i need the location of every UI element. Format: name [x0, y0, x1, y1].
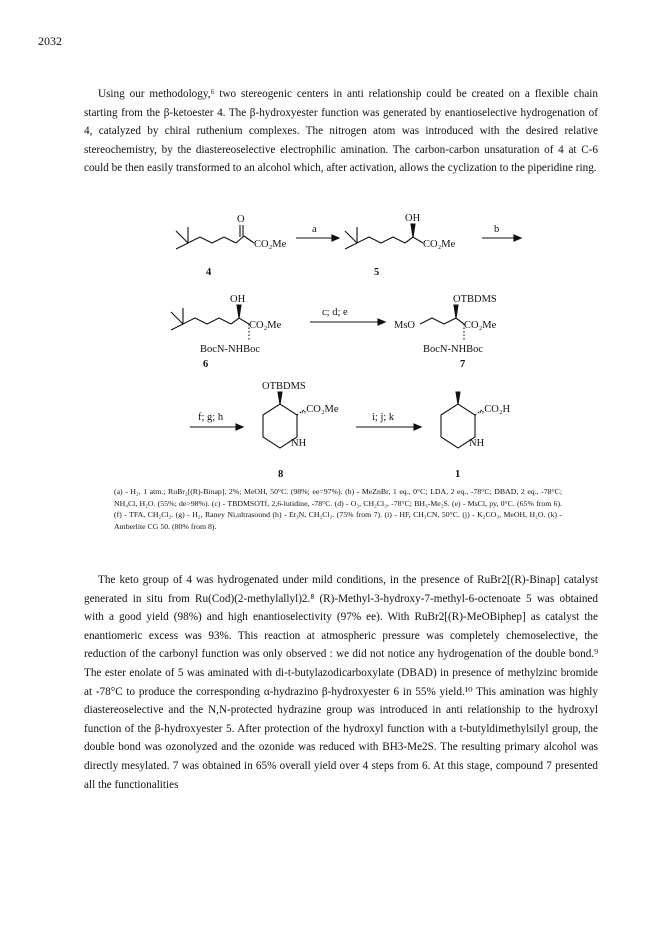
c8-sub-label: ,,CO₂Me: [301, 404, 339, 415]
intro-paragraph-text: Using our methodology,⁶ two stereogenic centers in anti relationship could be created on a flexible chain starting from the β-ketoester 4. The β-hydroxyester function was generated by enantioselective hydrogenation of 4, catalyzed by chiral ruthenium complexes. The nitrogen atom was introduced with the desired relative stereochemistry, by the diastereoselective electrophilic amination. The carbon-carbon unsaturation of 4 at C-6 could be then easily transformed to an alcohol which, after activation, allows the cyclization to the piperidine ring.: [84, 88, 598, 175]
c6-number: 6: [203, 359, 209, 370]
c5-oh-label: OH: [405, 213, 421, 224]
c6-oh-label: OH: [230, 294, 246, 305]
c1-number: 1: [455, 469, 461, 480]
c4-ester-label: CO₂Me: [254, 239, 287, 250]
c1-nh-label: NH: [469, 438, 485, 449]
c7-mso-label: MsO: [394, 320, 416, 331]
compound-5-structure: [345, 224, 423, 249]
body-paragraph: [84, 571, 598, 794]
compound-7-structure: [420, 305, 464, 340]
c8-nh-label: NH: [291, 438, 307, 449]
scheme-caption: [114, 486, 562, 532]
c6-ester-label: CO₂Me: [249, 320, 282, 331]
c7-o-label: OTBDMS: [453, 294, 497, 305]
page-number: 2032: [38, 34, 62, 48]
intro-paragraph: [84, 85, 598, 178]
c7-n-label: BocN-NHBoc: [423, 344, 484, 355]
reaction-scheme: [0, 196, 672, 486]
arrow-ijk-label: i; j; k: [372, 412, 395, 423]
c5-number: 5: [374, 267, 380, 278]
c6-n-label: BocN-NHBoc: [200, 344, 261, 355]
scheme-caption-text: (a) - H₂, 1 atm.; RuBr₂[(R)-Binap], 2%; MeOH, 50°C. (98%; ee=97%). (b) - MeZnBr, 1 eq., 0°C; LDA, 2 eq., -78°C; DBAD, 2 eq., -78°C; NH₄Cl, H₂O. (55%; de>98%). (c) - TBDMSOTf, 2,6-lutidine, -78°C. (d) - O₃, CH₂Cl₂, -78°C; BH₃-Me₂S. (e) - MsCl, py, 0°C. (65% from 6). (f) - TFA, CH₂Cl₂. (g) - H₂, Raney Ni,ultrasound (h) - Et₃N, CH₂Cl₂. (75% from 7). (i) - HF, CH₃CN, 50°C. (j) - K₂CO₃, MeOH, H₂O. (k) - Amberlite CG 50. (80% from 8).: [114, 487, 562, 531]
c8-number: 8: [278, 469, 284, 480]
arrow-b-label: b: [494, 224, 500, 235]
arrow-fgh-label: f; g; h: [198, 412, 224, 423]
c1-sub-label: ,,CO₂H: [479, 404, 511, 415]
arrow-cde-label: c; d; e: [322, 307, 348, 318]
body-paragraph-text: The keto group of 4 was hydrogenated under mild conditions, in the presence of RuBr2[(R)-Binap] catalyst generated in situ from Ru(Cod)(2-methylallyl)2.⁸ (R)-Methyl-3-hydroxy-7-methyl-6-octenoate 5 was obtained with a good yield (98%) and high enantioselectivity (97% ee). With RuBr2[(R)-MeOBiphep] as catalyst the enantiomeric excess was 93%. This reaction at atmospheric pressure was completely chemoselective, the reduction of the carbonyl function was only observed : we did not notice any hydrogenation of the double bond.⁹ The ester enolate of 5 was aminated with di-t-butylazodicarboxylate (DBAD) in presence of methylzinc bromide at -78°C to produce the corresponding α-hydrazino β-hydroxyester 6 in 55% yield.¹⁰ This amination was highly diastereoselective and the N,N-protected hydrazine group was introduced in anti relationship to the hydroxyl function of the β-hydroxyester 5. After protection of the hydroxyl function with a t-butyldimethylsilyl group, the double bond was ozonolyzed and the ozonide was reduced with BH3-Me2S. The resulting primary alcohol was directly mesylated. 7 was obtained in 65% overall yield over 4 steps from 6. At this stage, compound 7 presented all the functionalities: [84, 574, 598, 791]
arrow-a-label: a: [312, 224, 317, 235]
c4-o-label: O: [237, 214, 245, 225]
c4-number: 4: [206, 267, 212, 278]
c8-o-label: OTBDMS: [262, 381, 306, 392]
compound-6-structure: [171, 305, 249, 340]
c5-ester-label: CO₂Me: [423, 239, 456, 250]
c7-number: 7: [460, 359, 466, 370]
compound-4-structure: [176, 225, 254, 249]
c7-ester-label: CO₂Me: [464, 320, 497, 331]
